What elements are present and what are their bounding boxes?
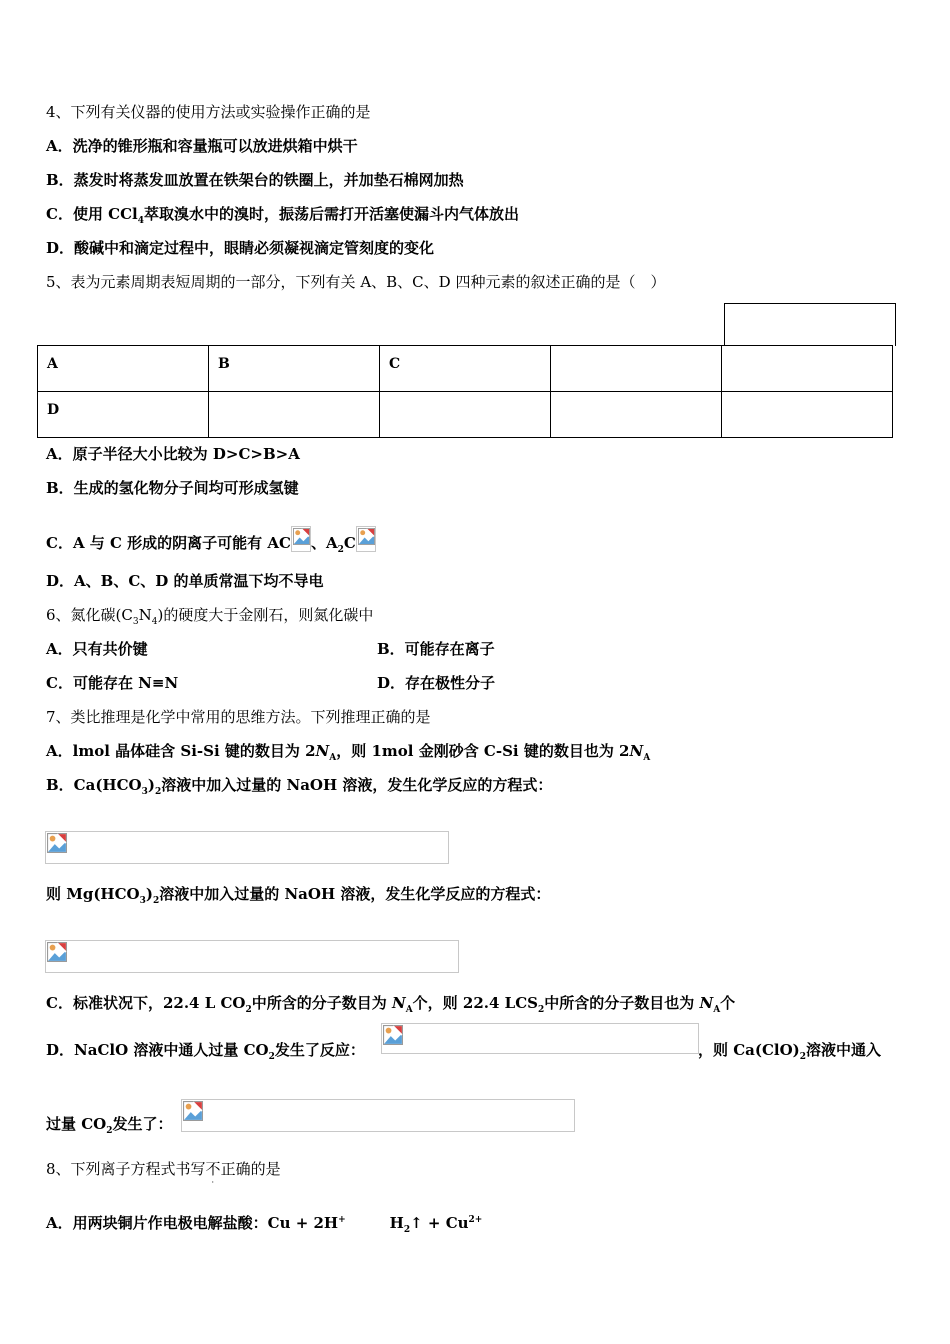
q5-option-b: B．生成的氢化物分子间均可形成氢键 [46,479,299,497]
q7-option-b-analogy: 则 $Mg(HCO_3)_2$溶液中加入过量的 NaOH 溶液，发生化学反应的方程式： [46,885,551,906]
emphasis-text: 不 · [205,1160,221,1187]
table-cell: B [209,346,380,392]
q5-option-c: C．A 与 C 形成的阴离子可能有 AC 、$A_2C$ [46,526,376,552]
q8-option-a: A．用两块铜片作电极电解盐酸：Cu + 2H+ $H_2↑ + Cu^{2+}$ [46,1214,483,1235]
q6-option-b: B．可能存在离子 [377,640,495,658]
q4-option-a: A．洗净的锥形瓶和容量瓶可以放进烘箱中烘干 [46,137,358,155]
q7-option-c: C．标准状况下，22.4 L $CO_2$中所含的分子数目为 $N_A$个，则 22.4 $LCS_2$中所含的分子数目也为 $N_A$个 [46,994,736,1015]
periodic-table-fragment [37,345,893,438]
q6-stem: 6、氮化碳$(C_3N_4)$的硬度大于金刚石，则氮化碳中 [46,606,374,627]
table-cell [722,392,893,438]
q6-option-a: A．只有共价键 [46,640,148,658]
q7-option-b: B．$Ca(HCO_3)_2$溶液中加入过量的 NaOH 溶液，发生化学反应的方程式： [46,776,553,797]
q5-option-d: D．A、B、C、D 的单质常温下均不导电 [46,572,324,590]
q4-option-c: C．使用 CCl$_4$萃取溴水中的溴时，振荡后需打开活塞使漏斗内气体放出 [46,205,520,226]
q5-stem: 5、表为元素周期表短周期的一部分，下列有关 A、B、C、D 四种元素的叙述正确的是（ ） [46,273,666,291]
table-cell [551,346,722,392]
table-cell [380,392,551,438]
q6-option-c: C．可能存在 N≡N [46,674,179,692]
q7-option-d-line2: 过量 $CO_2$发生了： [46,1115,173,1136]
broken-image-icon [291,526,311,552]
equation-image [381,1023,699,1054]
q4-stem: 4、下列有关仪器的使用方法或实验操作正确的是 [46,103,371,121]
table-cell [209,392,380,438]
q4-option-d: D．酸碱中和滴定过程中，眼睛必须凝视滴定管刻度的变化 [46,239,435,257]
equation-image [45,831,449,864]
periodic-table-top-cell [724,303,896,346]
q7-option-a: A．lmol 晶体硅含 Si-Si 键的数目为 $2N_A$，则 1mol 金刚砂含 C-Si 键的数目也为 $2N_A$ [46,742,651,763]
q7-stem: 7、类比推理是化学中常用的思维方法。下列推理正确的是 [46,708,431,726]
table-cell: D [38,392,209,438]
q7-option-d-cont: ，则 $Ca(ClO)_2$溶液中通入 [698,1041,882,1062]
q8-stem: 8、下列离子方程式书写不 · 正确的是 [46,1160,281,1187]
broken-image-icon [356,526,376,552]
table-cell: C [380,346,551,392]
q6-option-d: D．存在极性分子 [377,674,496,692]
equation-image [45,940,459,973]
table-cell: A [38,346,209,392]
table-cell [722,346,893,392]
q4-option-b: B．蒸发时将蒸发皿放置在铁架台的铁圈上，并加垫石棉网加热 [46,171,464,189]
table-cell [551,392,722,438]
equation-image [181,1099,575,1132]
q5-option-a: A．原子半径大小比较为 D>C>B>A [46,445,300,463]
q7-option-d: D．NaClO 溶液中通人过量 $CO_2$发生了反应： [46,1041,365,1062]
table-row [38,346,893,392]
table-row [38,392,893,438]
